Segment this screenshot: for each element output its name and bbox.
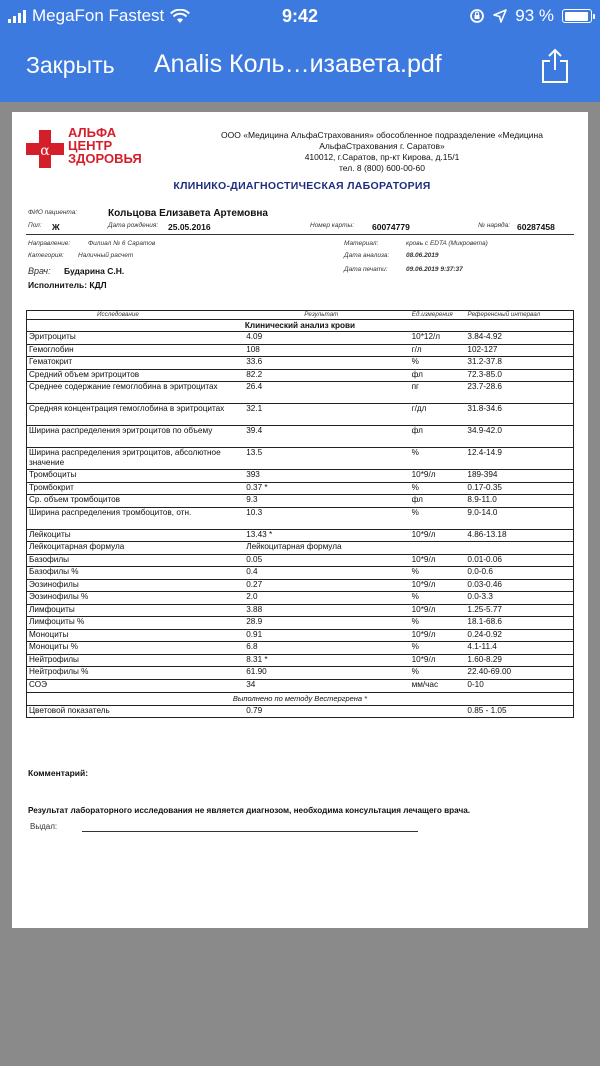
test-name: Средний объем эритроцитов [29,369,140,379]
test-unit: % [411,482,419,492]
close-button[interactable]: Закрыть [26,52,115,78]
table-row [27,542,573,555]
table-row [27,404,573,426]
test-unit: фл [411,495,423,504]
test-result: 33.6 [246,357,263,366]
test-unit: % [411,448,419,457]
doctor-label: Врач: [28,266,51,276]
test-reference: 9.0-14.0 [467,507,498,517]
test-reference: 0.01-0.06 [467,554,502,564]
table-row [27,382,573,404]
soe-result: 34 [246,679,256,689]
test-reference: 1.25-5.77 [467,604,502,614]
clinic-logo [26,126,176,176]
test-unit: г/дл [411,404,427,413]
table-row [27,495,573,508]
organization-info [192,130,572,174]
table-rows [27,332,573,680]
order-label: № наряда: [478,222,511,229]
test-reference: 22.40-69.00 [467,667,512,676]
test-reference: 1.60-8.29 [467,654,502,664]
color-index-ref: 0.85 - 1.05 [467,705,507,715]
logo-cross-icon [26,130,64,168]
test-result: 13.43 * [246,529,273,539]
divider [26,234,574,235]
test-unit: фл [411,369,423,379]
test-unit: 10*9/л [411,654,436,664]
test-name: Базофилы % [29,567,79,576]
header-test: Исследование [97,311,139,318]
test-result: 0.4 [246,567,258,576]
table-row [27,630,573,643]
table-row [27,617,573,630]
clock: 9:42 [281,6,319,26]
test-name: Моноциты % [29,642,78,651]
test-name: Эозинофилы % [29,592,89,601]
location-icon [493,9,507,23]
test-result: 8.31 * [246,654,268,664]
results-table [26,310,574,718]
test-result: 6.8 [246,642,258,651]
test-result: 13.5 [246,448,263,457]
soe-ref: 0-10 [467,679,484,689]
test-result: 0.27 [246,579,263,589]
issued-label: Выдал: [30,822,58,831]
test-unit: фл [411,426,423,435]
sex-label: Пол: [28,222,42,229]
soe-note-row [27,693,573,706]
test-reference: 4.1-11.4 [467,642,497,651]
test-result: 10.3 [246,507,263,517]
signature-line [82,831,418,832]
logo-line-3: ЗДОРОВЬЯ [68,151,142,166]
table-row [27,470,573,483]
logo-line-2: ЦЕНТР [68,138,113,153]
test-result: 3.88 [246,604,263,614]
test-name: Ширина распределения тромбоцитов, отн. [29,507,192,517]
test-unit: 10*9/л [411,470,436,479]
test-unit: 10*12/л [411,332,441,341]
color-index-name: Цветовой показатель [29,705,110,715]
status-bar [0,0,600,34]
document-title: Analis Коль…изавета.pdf [154,50,442,78]
test-name: Нейтрофилы % [29,667,89,676]
test-unit: 10*9/л [411,529,436,539]
test-result: Лейкоцитарная формула [246,542,342,551]
test-result: 4.09 [246,332,263,341]
test-result: 39.4 [246,426,263,435]
test-result: 82.2 [246,369,263,379]
table-row [27,483,573,496]
test-unit: % [411,642,419,651]
patient-name: Кольцова Елизавета Артемовна [108,208,268,219]
header-unit: Ед.измерения [411,311,453,318]
order-value: 60287458 [517,222,555,232]
test-unit: 10*9/л [411,554,436,564]
table-header [27,311,573,320]
test-name: Тромбокрит [29,482,74,492]
org-address: 410012, г.Саратов, пр-кт Кирова, д.15/1 [304,152,460,162]
table-row [27,567,573,580]
table-row [27,655,573,668]
test-reference: 0.03-0.46 [467,579,502,589]
table-row [27,426,573,448]
soe-note: Выполнено по методу Вестергрена * [232,693,368,703]
test-result: 393 [246,470,260,479]
test-result: 9.3 [246,495,258,504]
test-name: Эритроциты [29,332,76,341]
test-name: Лимфоциты [29,604,75,614]
test-reference: 8.9-11.0 [467,495,497,504]
table-row [27,580,573,593]
test-unit: % [411,667,419,676]
test-name: Тромбоциты [29,470,77,479]
test-result: 2.0 [246,592,258,601]
test-reference: 12.4-14.9 [467,448,502,457]
lab-title: КЛИНИКО-ДИАГНОСТИЧЕСКАЯ ЛАБОРАТОРИЯ [173,180,431,192]
test-result: 32.1 [246,404,263,413]
logo-line-1: АЛЬФА [68,125,117,140]
table-row [27,555,573,568]
test-name: Среднее содержание гемоглобина в эритроцитах [29,382,218,391]
table-row [27,667,573,680]
test-name: Нейтрофилы [29,654,79,664]
table-row [27,508,573,530]
test-result: 0.91 [246,629,263,639]
section-title: Клинический анализ крови [244,321,356,330]
table-row [27,370,573,383]
category-label: Категория: [28,252,64,259]
test-unit: % [411,357,419,366]
test-unit: % [411,592,419,601]
patient-name-label: ФИО пациента: [28,209,78,216]
comment-label: Комментарий: [28,768,89,778]
org-line-2: АльфаСтрахования г. Саратов» [319,141,445,151]
material-label: Материал: [344,240,379,247]
test-reference: 0.0-3.3 [467,592,493,601]
test-unit: 10*9/л [411,604,436,614]
analysis-date-value: 08.06.2019 [406,252,439,259]
soe-name: СОЭ [29,679,47,689]
table-row [27,592,573,605]
direction-value: Филиал № 6 Саратов [88,240,156,247]
test-result: 108 [246,344,260,354]
test-unit: пг [411,382,420,391]
test-reference: 102-127 [467,344,498,354]
test-result: 0.37 * [246,482,268,492]
test-reference: 18.1-68.6 [467,617,502,626]
test-reference: 0.17-0.35 [467,482,502,492]
table-row [27,530,573,543]
header-result: Результат [304,311,339,318]
soe-unit: мм/час [411,679,439,689]
org-line-1: ООО «Медицина АльфаСтрахования» обособленное подразделение «Медицина [221,130,543,140]
test-name: Гематокрит [29,357,73,366]
color-index-result: 0.79 [246,705,263,715]
table-row [27,605,573,618]
test-result: 61.90 [246,667,267,676]
material-value: кровь с EDTA (Микровета) [406,240,488,247]
test-reference: 189-394 [467,470,498,479]
test-unit: г/л [411,344,422,354]
org-phone: тел. 8 (800) 600-00-60 [339,163,425,173]
test-reference: 4.86-13.18 [467,529,507,539]
sex-value: Ж [52,222,60,232]
dob-label: Дата рождения: [108,222,159,229]
test-reference: 3.84-4.92 [467,332,502,341]
table-row-soe [27,680,573,693]
test-name: Ср. объем тромбоцитов [29,495,121,504]
test-unit: 10*9/л [411,629,436,639]
direction-label: Направление: [28,240,71,247]
table-row [27,345,573,358]
test-name: Базофилы [29,554,70,564]
test-unit: 10*9/л [411,579,436,589]
rotation-lock-icon [469,8,485,24]
test-name: Моноциты [29,629,69,639]
battery-icon [562,9,592,23]
doctor-value: Бударина С.Н. [64,266,125,276]
test-name: Гемоглобин [29,344,74,354]
dob-value: 25.05.2016 [168,222,211,232]
card-value: 60074779 [372,222,410,232]
table-row [27,357,573,370]
table-row [27,332,573,345]
print-date-label: Дата печати: [344,266,388,273]
test-unit: % [411,507,419,517]
test-result: 0.05 [246,554,263,564]
analysis-date-label: Дата анализа: [344,252,390,259]
test-unit: % [411,567,419,576]
test-reference: 34.9-42.0 [467,426,502,435]
test-name: Ширина распределения эритроцитов по объему [29,426,213,435]
table-row-color-index [27,706,573,717]
share-icon[interactable] [540,48,570,84]
test-name: Лимфоциты % [29,617,85,626]
test-unit: % [411,617,419,626]
battery-level [565,12,588,21]
print-date-value: 09.06.2019 9:37:37 [406,266,463,273]
test-reference: 23.7-28.6 [467,382,502,391]
battery-percent: 93 % [515,6,554,25]
test-name: Лейкоциты [29,529,71,539]
header-reference: Референсный интервал [467,311,541,318]
test-reference: 31.2-37.8 [467,357,502,366]
test-name: Средняя концентрация гемоглобина в эритроцитах [29,404,225,413]
test-name: Ширина распределения эритроцитов, абсолютное значение [29,448,221,467]
table-row [27,448,573,470]
executor: Исполнитель: КДЛ [28,280,107,290]
app-top-bar [0,0,600,102]
card-label: Номер карты: [310,222,355,229]
disclaimer: Результат лабораторного исследования не является диагнозом, необходима консультация лечащего врача. [28,806,471,815]
section-row [27,320,573,332]
category-value: Наличный расчет [78,252,134,259]
test-reference: 31.8-34.6 [467,404,502,413]
test-result: 28.9 [246,617,263,626]
test-result: 26.4 [246,382,263,391]
test-reference: 0.24-0.92 [467,629,502,639]
test-reference: 72.3-85.0 [467,369,502,379]
table-row [27,642,573,655]
carrier-name: MegaFon Fastest [32,6,165,25]
test-name: Эозинофилы [29,579,79,589]
test-name: Лейкоцитарная формула [29,542,125,551]
svg-text:α: α [40,143,50,159]
test-reference: 0.0-0.6 [467,567,493,576]
pdf-page [12,112,588,928]
